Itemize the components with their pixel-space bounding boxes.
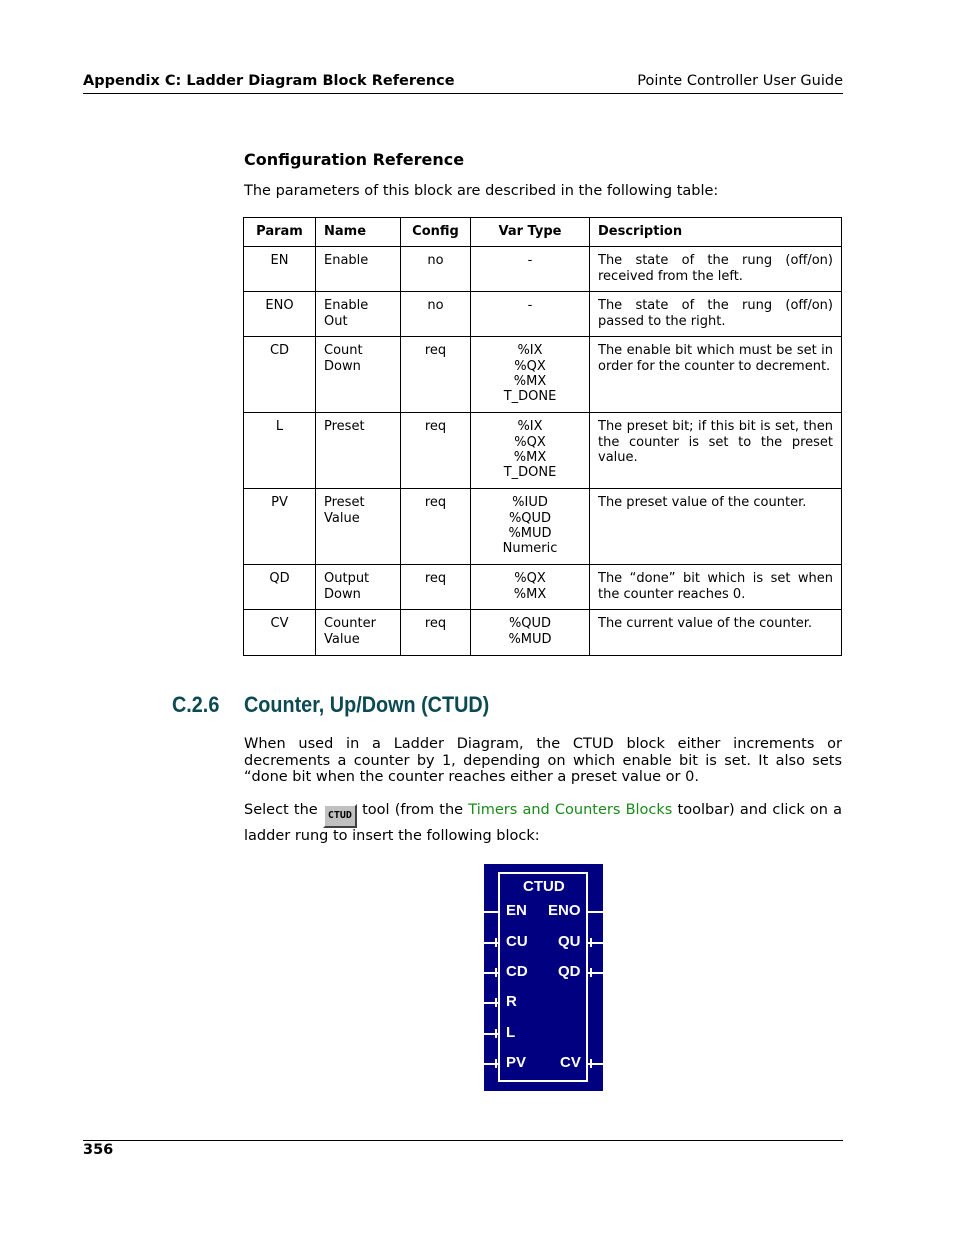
cell-name-line: Preset [324, 419, 365, 435]
col-header-vartype: Var Type [471, 218, 590, 247]
config-intro-text: The parameters of this block are described in the following table: [244, 183, 719, 199]
cell-description: The “done” bit which is set when the counter reaches 0. [590, 565, 842, 610]
block-input-pin-tick [495, 968, 497, 977]
section-heading [172, 692, 489, 718]
cell-name-line: Value [324, 510, 360, 526]
cell-name [316, 292, 401, 337]
cell-vartype-line: %QX [514, 434, 546, 450]
section-title: Counter, Up/Down (CTUD) [244, 692, 490, 717]
cell-vartype-line: %QX [514, 358, 546, 374]
cell-vartype-line: - [527, 253, 533, 269]
cell-vartype [471, 292, 590, 337]
cell-name-line: Out [324, 313, 348, 329]
cell-vartype-line: T_DONE [503, 389, 557, 405]
cell-name-line: Enable [324, 253, 369, 269]
table-row [244, 413, 842, 489]
cell-vartype-line: %MUD [508, 525, 552, 541]
block-input-pin-label: PV [506, 1054, 527, 1071]
cell-name [316, 489, 401, 565]
block-input-pin-label: R [506, 993, 517, 1010]
cell-vartype [471, 413, 590, 489]
cell-config: no [401, 292, 471, 337]
cell-name-line: Enable [324, 298, 369, 314]
ctud-tool-button[interactable]: CTUD [323, 804, 357, 828]
cell-name [316, 610, 401, 656]
block-input-pin-label: L [506, 1024, 516, 1041]
cell-vartype [471, 247, 590, 292]
block-output-pin-label: CV [560, 1054, 581, 1071]
cell-description: The current value of the counter. [590, 610, 842, 656]
block-input-pin-tick [495, 938, 497, 947]
block-output-pin-label: QD [558, 963, 581, 980]
col-header-param: Param [244, 218, 316, 247]
block-title: CTUD [523, 878, 565, 895]
header-book-title: Pointe Controller User Guide [637, 73, 843, 89]
table-row [244, 337, 842, 413]
page-number: 356 [83, 1142, 114, 1158]
cell-vartype-line: %IUD [512, 495, 548, 511]
table-row [244, 610, 842, 656]
cell-param: PV [244, 489, 316, 565]
block-input-pin-label: CU [506, 933, 528, 950]
cell-vartype-line: %MX [513, 449, 547, 465]
instruction-text-1: Select the [244, 802, 318, 818]
block-output-pin-label: QU [558, 933, 581, 950]
cell-vartype [471, 337, 590, 413]
section-description: When used in a Ladder Diagram, the CTUD block either increments or decrements a counter by 1, depending on which enable bit is set. It also sets “done bit when the counter reaches either a preset value or 0. [244, 736, 842, 786]
block-output-pin-label: ENO [548, 902, 581, 919]
ctud-block-diagram [484, 864, 603, 1091]
cell-param: ENO [244, 292, 316, 337]
cell-name-line: Preset [324, 495, 365, 511]
block-input-pin-label: EN [506, 902, 527, 919]
section-number: C.2.6 [172, 692, 220, 717]
instruction-text-2: tool (from the [362, 802, 464, 818]
cell-config: req [401, 337, 471, 413]
cell-vartype-line: T_DONE [503, 465, 557, 481]
cell-vartype-line: %IX [517, 343, 543, 359]
cell-name [316, 413, 401, 489]
table-row [244, 489, 842, 565]
cell-config: no [401, 247, 471, 292]
cell-name-line: Down [324, 358, 361, 374]
cell-vartype-line: %QUD [508, 510, 552, 526]
block-input-pin-label: CD [506, 963, 528, 980]
cell-description: The state of the rung (off/on) passed to the right. [590, 292, 842, 337]
block-input-pin [484, 911, 498, 913]
timers-counters-toolbar-link[interactable]: Timers and Counters Blocks [468, 802, 673, 818]
cell-config: req [401, 489, 471, 565]
block-input-pin-tick [495, 1029, 497, 1038]
block-output-pin-tick [590, 938, 592, 947]
cell-vartype [471, 565, 590, 610]
cell-param: CD [244, 337, 316, 413]
cell-vartype-line: %MX [513, 373, 547, 389]
cell-param: CV [244, 610, 316, 656]
cell-param: EN [244, 247, 316, 292]
cell-vartype-line: %IX [517, 419, 543, 435]
col-header-name: Name [316, 218, 401, 247]
table-row [244, 565, 842, 610]
cell-vartype-line: Numeric [502, 541, 558, 557]
parameters-table [243, 217, 842, 656]
cell-name-line: Count [324, 343, 363, 359]
block-output-pin-tick [590, 1059, 592, 1068]
cell-name-line: Down [324, 586, 361, 602]
col-header-description: Description [590, 218, 842, 247]
cell-description: The preset bit; if this bit is set, then the counter is set to the preset value. [590, 413, 842, 489]
cell-name-line: Value [324, 631, 360, 647]
block-output-pin [588, 911, 603, 913]
cell-param: QD [244, 565, 316, 610]
cell-name [316, 565, 401, 610]
cell-name [316, 247, 401, 292]
table-header-row [244, 218, 842, 247]
cell-vartype-line: %MUD [508, 631, 552, 647]
cell-vartype-line: %QUD [508, 616, 552, 632]
instruction-text-3: toolbar) and click on a ladder rung to insert the following block: [244, 802, 843, 844]
config-reference-heading: Configuration Reference [244, 150, 465, 169]
cell-name-line: Output [324, 571, 370, 587]
header-chapter: Appendix C: Ladder Diagram Block Reference [83, 73, 455, 89]
cell-config: req [401, 565, 471, 610]
block-output-pin-tick [590, 968, 592, 977]
cell-param: L [244, 413, 316, 489]
cell-vartype-line: %QX [514, 571, 546, 587]
cell-name [316, 337, 401, 413]
block-input-pin-tick [495, 1059, 497, 1068]
cell-vartype-line: %MX [513, 586, 547, 602]
cell-description: The state of the rung (off/on) received from the left. [590, 247, 842, 292]
cell-vartype [471, 489, 590, 565]
cell-config: req [401, 610, 471, 656]
cell-vartype [471, 610, 590, 656]
cell-name-line: Counter [324, 616, 376, 632]
col-header-config: Config [401, 218, 471, 247]
tool-instruction [244, 802, 842, 845]
page-header [83, 73, 843, 94]
footer-rule [83, 1140, 843, 1141]
cell-description: The enable bit which must be set in order for the counter to decrement. [590, 337, 842, 413]
table-row [244, 292, 842, 337]
cell-vartype-line: - [527, 298, 533, 314]
table-row [244, 247, 842, 292]
cell-config: req [401, 413, 471, 489]
cell-description: The preset value of the counter. [590, 489, 842, 565]
block-input-pin-tick [495, 998, 497, 1007]
